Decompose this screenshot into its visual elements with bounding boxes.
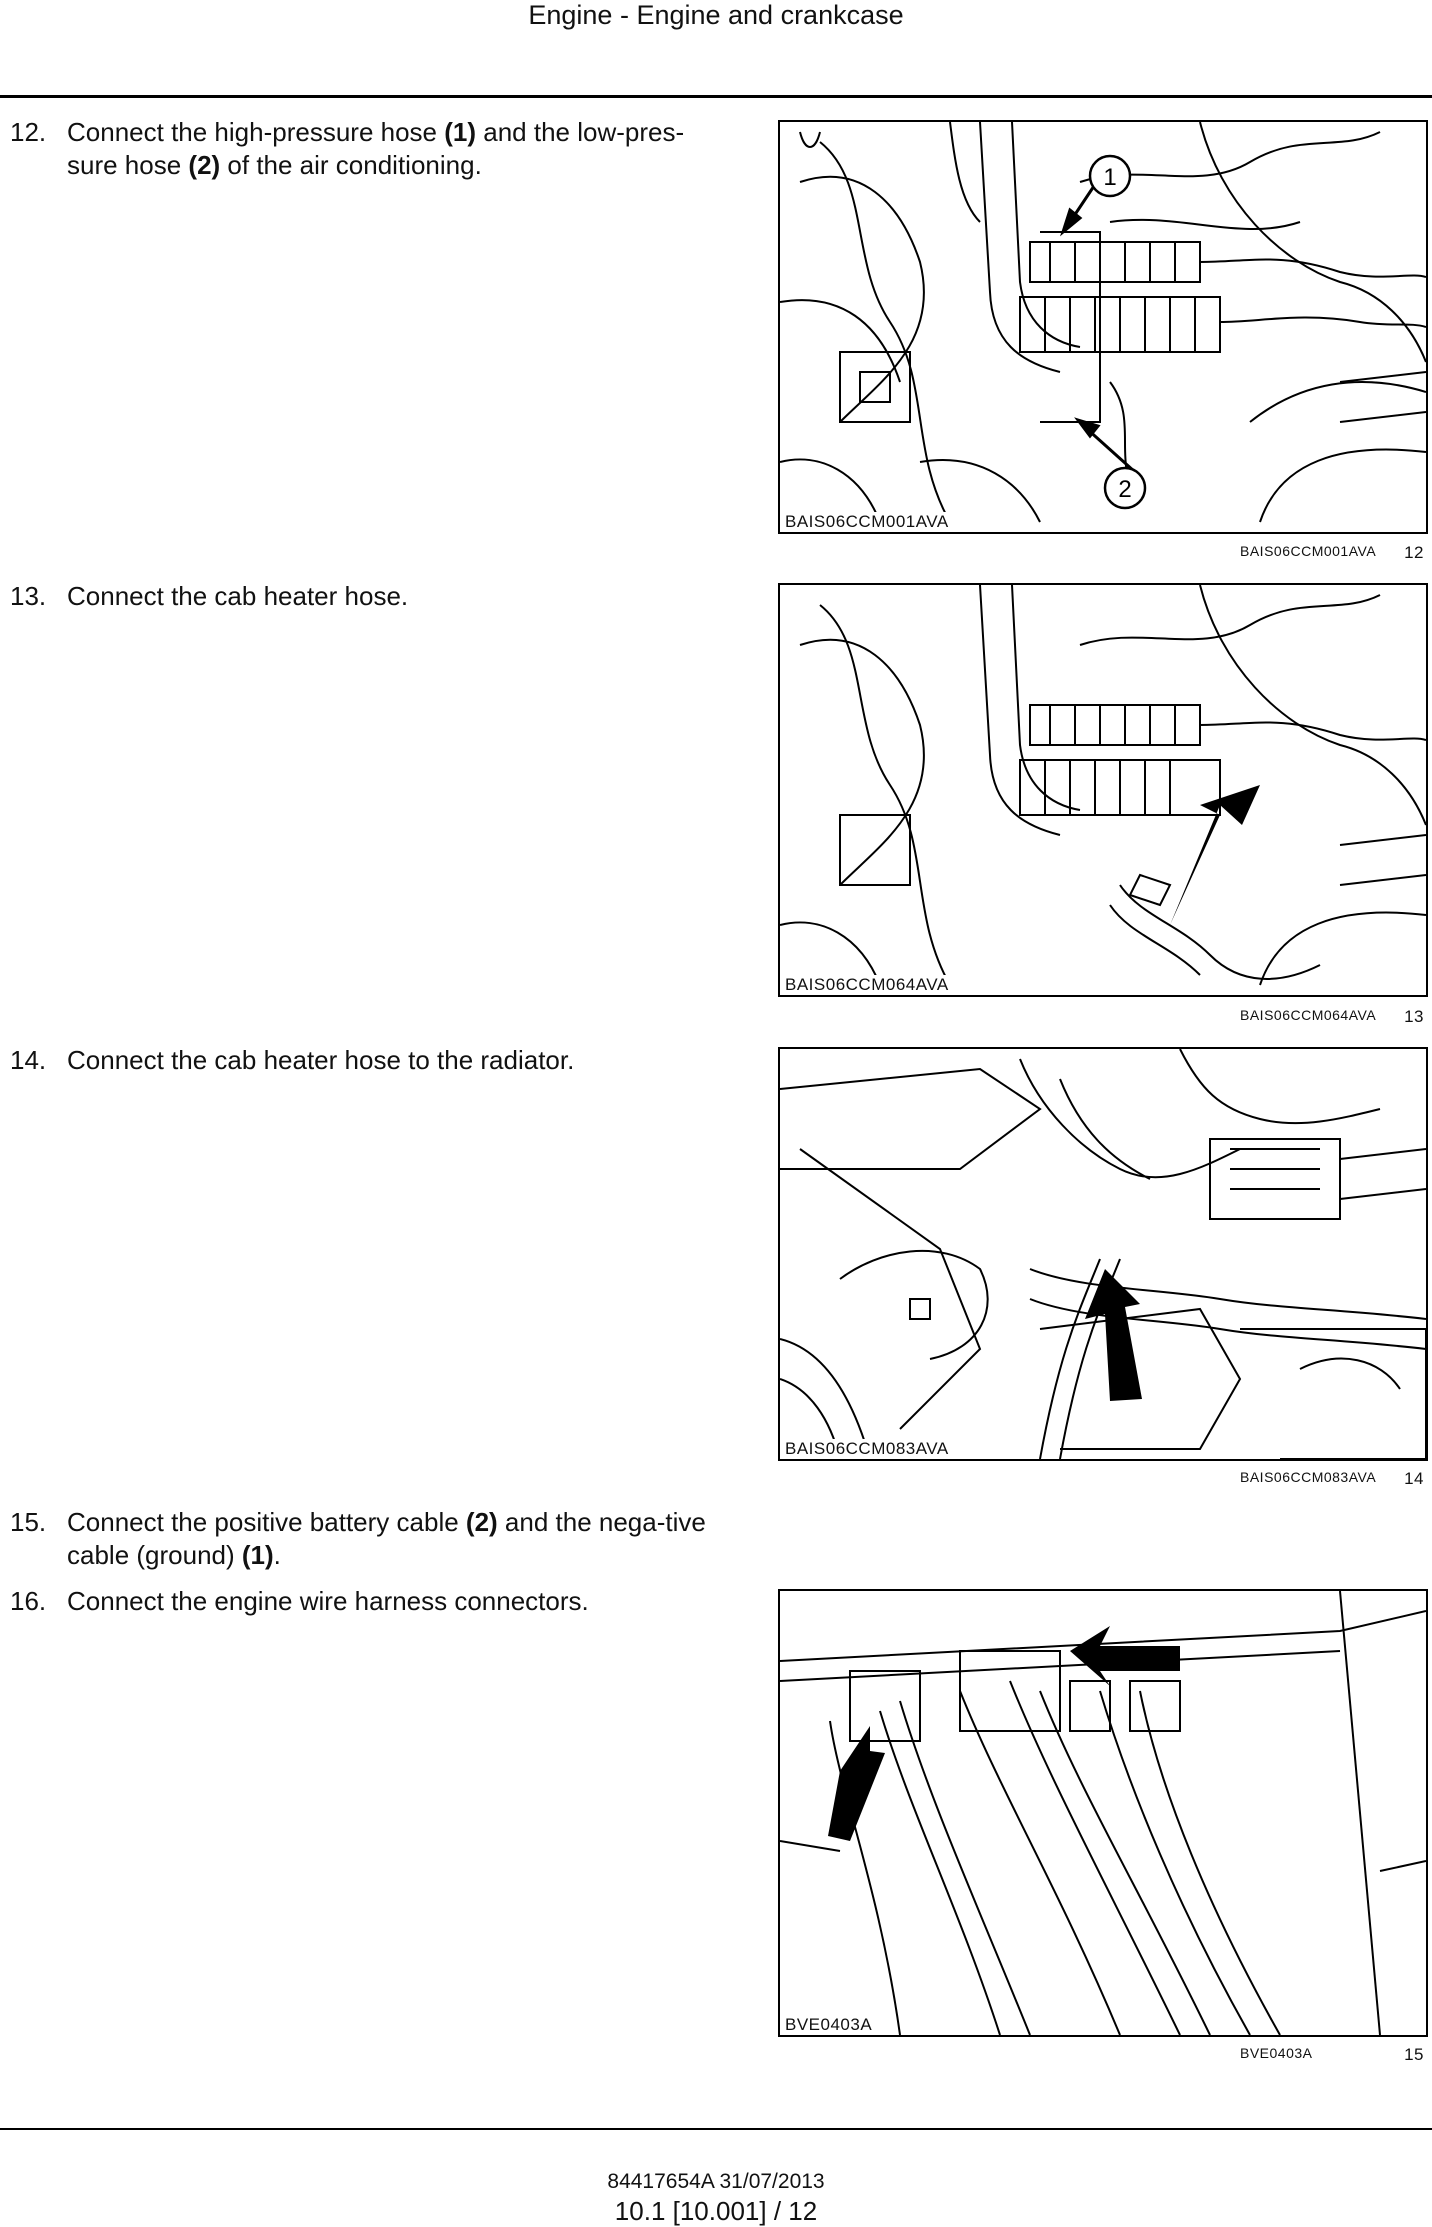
footer-rule [0,2128,1432,2130]
callout-1-label: 1 [1103,164,1117,191]
radiator-hose-drawing [780,1049,1426,1459]
step-number: 13. [10,581,47,611]
figure-12-caption [1240,543,1424,562]
figure-caption-code: BAIS06CCM064AVA [1240,1007,1377,1023]
callout-2-label: 2 [1118,476,1132,503]
battery-cable-drawing [780,1591,1426,2035]
figure-code-in-image: BAIS06CCM083AVA [782,1439,952,1459]
figure-12-image [778,120,1428,534]
step-number: 12. [10,117,47,147]
step-16 [10,1585,730,1618]
figure-code-in-image: BAIS06CCM064AVA [782,975,952,995]
step-13 [10,580,730,613]
step-text: Connect the high-pressure hose (1) and the low-pres-sure hose (2) of the air conditioning. [67,117,685,180]
figure-15-image [778,1589,1428,2037]
figure-13-caption [1240,1007,1424,1026]
figure-number: 13 [1404,1007,1424,1026]
step-12 [10,116,730,182]
step-number: 14. [10,1045,47,1075]
figure-caption-code: BAIS06CCM001AVA [1240,543,1377,559]
cab-heater-hose-drawing [780,585,1426,995]
page-header-title: Engine - Engine and crankcase [528,0,904,30]
figure-14-image [778,1047,1428,1461]
step-number: 15. [10,1507,47,1537]
header-rule [0,95,1432,98]
hose-connection-drawing [780,122,1426,532]
step-text: Connect the positive battery cable (2) and the nega-tive cable (ground) (1). [67,1507,706,1570]
figure-15-caption [1240,2045,1424,2064]
step-14 [10,1044,730,1077]
figure-caption-code: BVE0403A [1240,2045,1313,2061]
step-15 [10,1506,730,1572]
arrow-indicator-top [1070,1626,1180,1686]
step-number: 16. [10,1586,47,1616]
step-text: Connect the cab heater hose to the radiator. [67,1045,575,1075]
step-text: Connect the engine wire harness connectors. [67,1586,589,1616]
footer-document-id: 84417654A 31/07/2013 [607,2170,825,2193]
figure-number: 12 [1404,543,1424,562]
footer-page-number: 10.1 [10.001] / 12 [614,2196,818,2226]
figure-number: 15 [1404,2045,1424,2064]
figure-code-in-image: BVE0403A [782,2015,875,2035]
figure-number: 14 [1404,1469,1424,1488]
arrow-indicator-left [828,1726,885,1841]
step-text: Connect the cab heater hose. [67,581,409,611]
figure-14-caption [1240,1469,1424,1488]
arrow-indicator [1170,785,1260,925]
figure-13-image [778,583,1428,997]
figure-caption-code: BAIS06CCM083AVA [1240,1469,1377,1485]
figure-code-in-image: BAIS06CCM001AVA [782,512,952,532]
